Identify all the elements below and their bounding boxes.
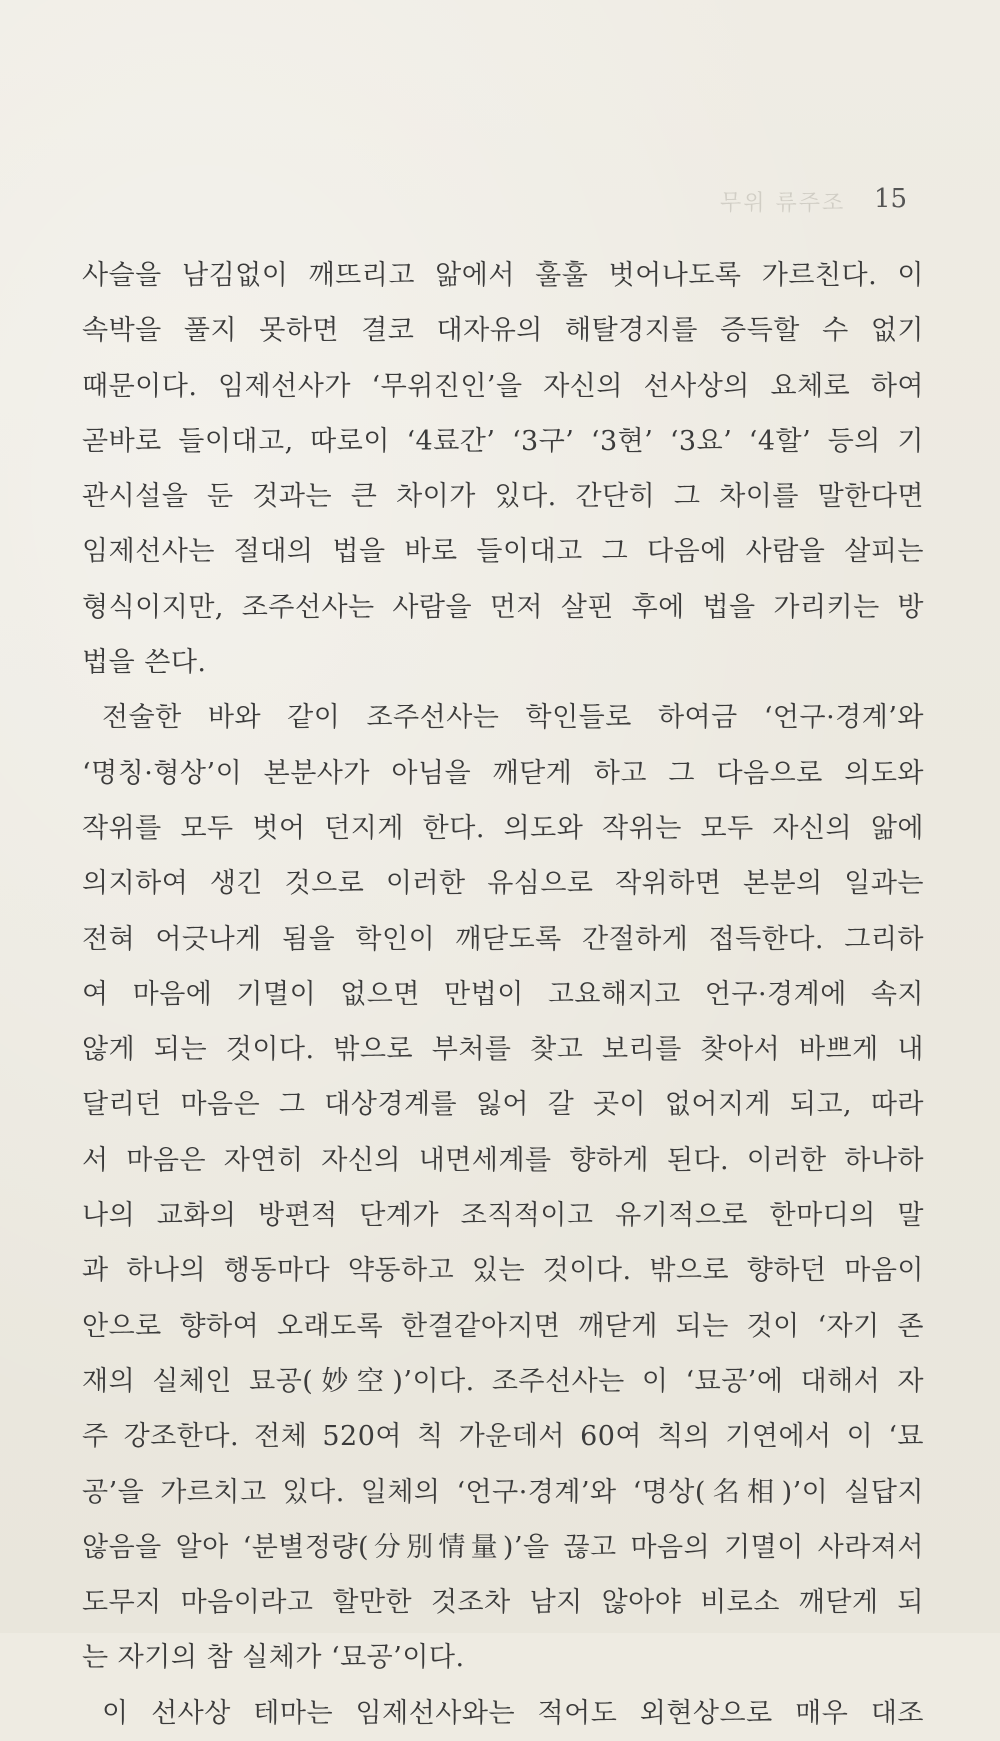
text-line: ‘명칭·형상’이 본분사가 아님을 깨닫게 하고 그 다음으로 의도와	[82, 757, 924, 789]
text-line: 주 강조한다. 전체 520여 칙 가운데서 60여 칙의 기연에서 이 ‘묘	[82, 1421, 924, 1453]
text-line: 않게 되는 것이다. 밖으로 부처를 찾고 보리를 찾아서 바쁘게 내	[82, 1034, 924, 1066]
text-line: 형식이지만, 조주선사는 사람을 먼저 살핀 후에 법을 가리키는 방	[82, 591, 924, 623]
text-line: 안으로 향하여 오래도록 한결같아지면 깨닫게 되는 것이 ‘자기 존	[82, 1310, 924, 1342]
body-text	[82, 248, 924, 1741]
text-line: 는 자기의 참 실체가 ‘묘공’이다.	[82, 1642, 465, 1674]
text-line: 곧바로 들이대고, 따로이 ‘4료간’ ‘3구’ ‘3현’ ‘3요’ ‘4할’ 등의 기	[82, 425, 924, 457]
text-line: 여 마음에 기멸이 없으면 만법이 고요해지고 언구·경계에 속지	[82, 978, 924, 1010]
text-line: 속박을 풀지 못하면 결코 대자유의 해탈경지를 증득할 수 없기	[82, 315, 924, 347]
text-line: 임제선사는 절대의 법을 바로 들이대고 그 다음에 사람을 살피는	[82, 536, 924, 568]
text-line: 이 선사상 테마는 임제선사와는 적어도 외현상으로 매우 대조	[102, 1697, 924, 1729]
text-line: 때문이다. 임제선사가 ‘무위진인’을 자신의 선사상의 요체로 하여	[82, 370, 924, 402]
text-line: 나의 교화의 방편적 단계가 조직적이고 유기적으로 한마디의 말	[82, 1200, 924, 1232]
text-line: 전술한 바와 같이 조주선사는 학인들로 하여금 ‘언구·경계’와	[102, 702, 924, 734]
text-line: 작위를 모두 벗어 던지게 한다. 의도와 작위는 모두 자신의 앎에	[82, 812, 924, 844]
text-line: 전혀 어긋나게 됨을 학인이 깨닫도록 간절하게 접득한다. 그리하	[82, 923, 924, 955]
text-line: 의지하여 생긴 것으로 이러한 유심으로 작위하면 본분의 일과는	[82, 868, 924, 900]
text-line: 법을 쓴다.	[82, 647, 207, 679]
text-line: 도무지 마음이라고 할만한 것조차 남지 않아야 비로소 깨닫게 되	[82, 1587, 924, 1619]
faint-running-title: 무위 류주조	[720, 191, 846, 216]
text-line: 공’을 가르치고 있다. 일체의 ‘언구·경계’와 ‘명상(名相)’이 실답지	[82, 1476, 924, 1508]
text-line: 재의 실체인 묘공(妙空)’이다. 조주선사는 이 ‘묘공’에 대해서 자	[82, 1365, 924, 1397]
text-line: 과 하나의 행동마다 약동하고 있는 것이다. 밖으로 향하던 마음이	[82, 1255, 924, 1287]
text-line: 서 마음은 자연히 자신의 내면세계를 향하게 된다. 이러한 하나하	[82, 1144, 924, 1176]
page-number: 15	[874, 184, 908, 214]
text-line: 달리던 마음은 그 대상경계를 잃어 갈 곳이 없어지게 되고, 따라	[82, 1089, 924, 1121]
text-line: 사슬을 남김없이 깨뜨리고 앎에서 훌훌 벗어나도록 가르친다. 이	[82, 260, 924, 291]
text-line: 않음을 알아 ‘분별정량(分別情量)’을 끊고 마음의 기멸이 사라져서	[82, 1531, 924, 1563]
text-line: 관시설을 둔 것과는 큰 차이가 있다. 간단히 그 차이를 말한다면	[82, 481, 924, 513]
